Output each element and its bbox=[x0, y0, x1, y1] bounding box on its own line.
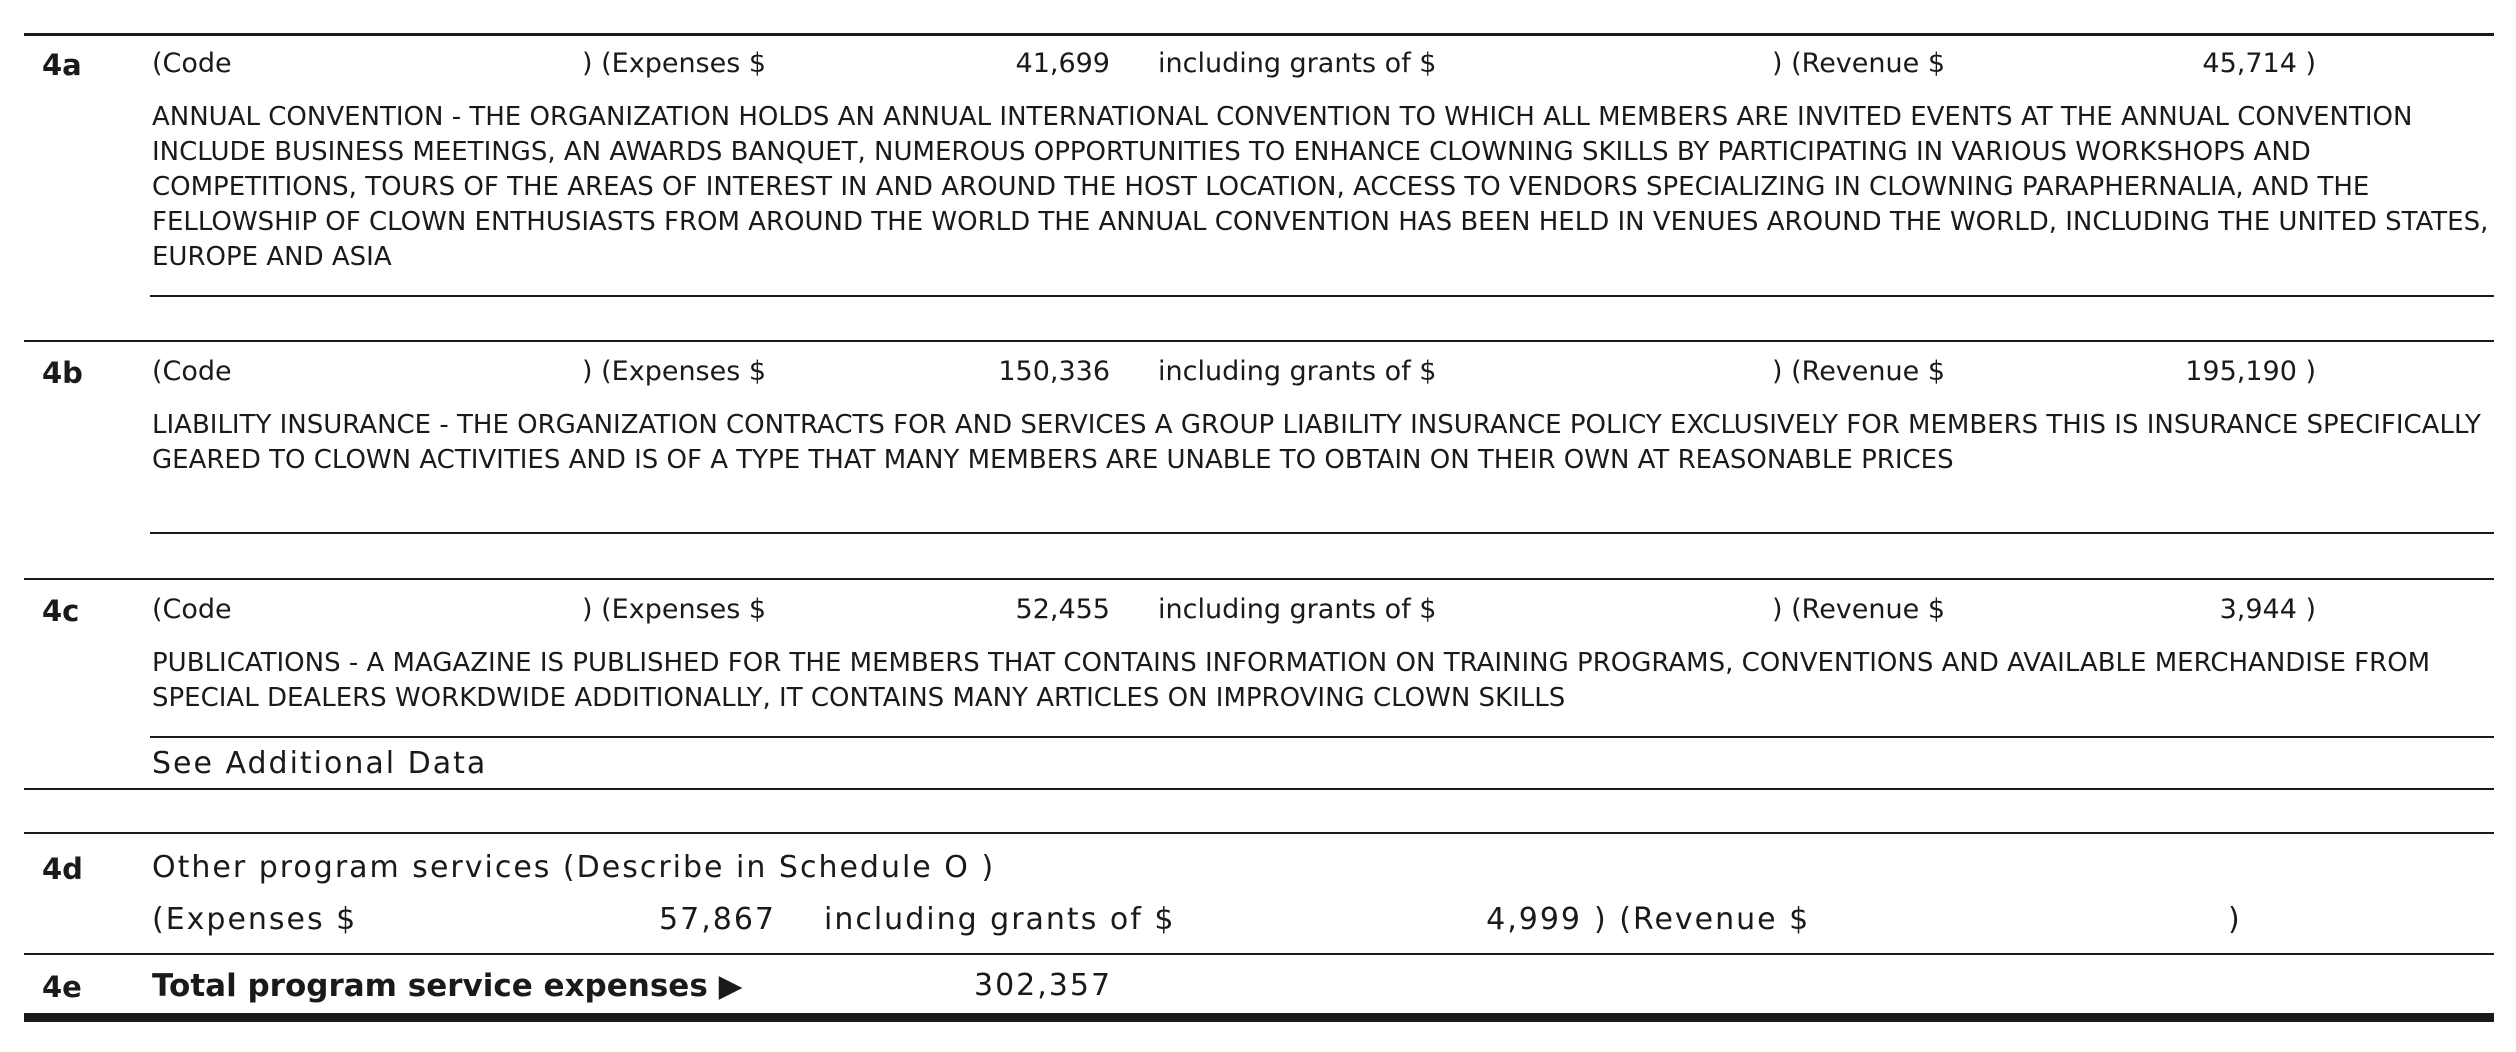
rule-4a-end bbox=[150, 295, 2494, 297]
rule-bottom-thick bbox=[24, 1013, 2494, 1022]
expenses-value-4c: 52,455 bbox=[1015, 594, 1110, 625]
revenue-label-4c: ) (Revenue $ bbox=[1772, 594, 1945, 625]
grants-label-4d: including grants of $ bbox=[824, 902, 1176, 937]
grants-label-4b: including grants of $ bbox=[1158, 356, 1437, 387]
row-label-4b: 4b bbox=[42, 356, 83, 390]
description-4b: LIABILITY INSURANCE - THE ORGANIZATION CONTRACTS FOR AND SERVICES A GROUP LIABILITY INSURANCE POLICY EXCLUSIVELY FOR MEMBERS THIS IS INSURANCE SPECIFICALLY GEARED TO CLOWN ACTIVITIES AND IS OF A TYPE THAT MANY MEMBERS ARE UNABLE TO OBTAIN ON THEIR OWN AT REASONABLE PRICES bbox=[152, 410, 2481, 475]
rule-4b-top bbox=[24, 340, 2494, 342]
row-label-4c: 4c bbox=[42, 594, 80, 628]
total-expenses-label: Total program service expenses ▶ bbox=[152, 968, 743, 1004]
expenses-label-4c: ) (Expenses $ bbox=[582, 594, 767, 625]
grants-label-4c: including grants of $ bbox=[1158, 594, 1437, 625]
total-expenses-value: 302,357 bbox=[974, 968, 1113, 1003]
revenue-close-4d: ) bbox=[2228, 902, 2242, 937]
description-4c: PUBLICATIONS - A MAGAZINE IS PUBLISHED FOR THE MEMBERS THAT CONTAINS INFORMATION ON TRAINING PROGRAMS, CONVENTIONS AND AVAILABLE MERCHANDISE FROM SPECIAL DEALERS WORKDWIDE ADDITIONALLY, IT CONTAINS MANY ARTICLES ON IMPROVING CLOWN SKILLS bbox=[152, 648, 2431, 713]
rule-4d-end bbox=[24, 953, 2494, 955]
code-label-4b: (Code bbox=[152, 356, 232, 387]
revenue-value-4c: 3,944 ) bbox=[2219, 594, 2316, 625]
code-label-4c: (Code bbox=[152, 594, 232, 625]
rule-see-additional bbox=[24, 788, 2494, 790]
row-label-4d: 4d bbox=[42, 852, 83, 886]
rule-top bbox=[24, 33, 2494, 36]
revenue-label-4a: ) (Revenue $ bbox=[1772, 48, 1945, 79]
expenses-value-4b: 150,336 bbox=[998, 356, 1110, 387]
rule-4d-top bbox=[24, 832, 2494, 834]
rule-4c-top bbox=[24, 578, 2494, 580]
expenses-label-4d: (Expenses $ bbox=[152, 902, 358, 937]
expenses-label-4b: ) (Expenses $ bbox=[582, 356, 767, 387]
row-label-4e: 4e bbox=[42, 970, 82, 1004]
see-additional-data: See Additional Data bbox=[152, 746, 488, 781]
grants-value-4d: 4,999 bbox=[1486, 902, 1582, 937]
rule-4b-end bbox=[150, 532, 2494, 534]
revenue-label-4d: ) (Revenue $ bbox=[1594, 902, 1811, 937]
row-label-4a: 4a bbox=[42, 48, 82, 82]
expenses-value-4d: 57,867 bbox=[659, 902, 776, 937]
code-label-4a: (Code bbox=[152, 48, 232, 79]
rule-4c-end bbox=[150, 736, 2494, 738]
expenses-value-4a: 41,699 bbox=[1015, 48, 1110, 79]
revenue-label-4b: ) (Revenue $ bbox=[1772, 356, 1945, 387]
revenue-value-4a: 45,714 ) bbox=[2202, 48, 2316, 79]
grants-label-4a: including grants of $ bbox=[1158, 48, 1437, 79]
description-4a: ANNUAL CONVENTION - THE ORGANIZATION HOLDS AN ANNUAL INTERNATIONAL CONVENTION TO WHICH ALL MEMBERS ARE INVITED EVENTS AT THE ANNUAL CONVENTION INCLUDE BUSINESS MEETINGS, AN AWARDS BANQUET, NUMEROUS OPPORTUNITIES TO ENHANCE CLOWNING SKILLS BY PARTICIPATING IN VARIOUS WORKSHOPS AND COMPETITIONS, TOURS OF THE AREAS OF INTEREST IN AND AROUND THE HOST LOCATION, ACCESS TO VENDORS SPECIALIZING IN CLOWNING PARAPHERNALIA, AND THE FELLOWSHIP OF CLOWN ENTHUSIASTS FROM AROUND THE WORLD THE ANNUAL CONVENTION HAS BEEN HELD IN VENUES AROUND THE WORLD, INCLUDING THE UNITED STATES, EUROPE AND ASIA bbox=[152, 102, 2489, 272]
revenue-value-4b: 195,190 ) bbox=[2185, 356, 2316, 387]
expenses-label-4a: ) (Expenses $ bbox=[582, 48, 767, 79]
other-program-services-title: Other program services (Describe in Schedule O ) bbox=[152, 850, 996, 885]
